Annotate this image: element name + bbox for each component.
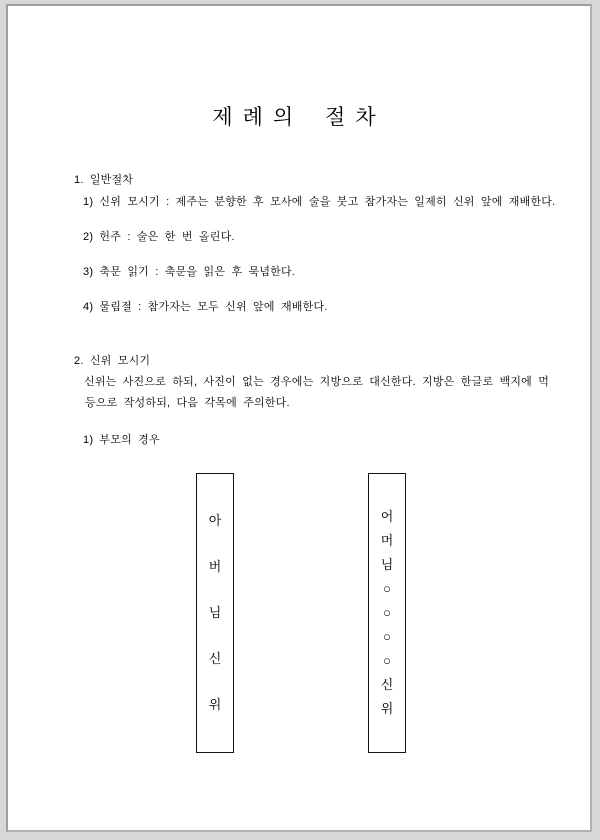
tablet-char: 님 — [380, 557, 394, 572]
page-title: 제례의 절차 — [212, 106, 386, 129]
document-page — [6, 4, 592, 832]
section-2-item-1: 1) 부모의 경우 — [83, 434, 160, 446]
section-2-body-line-2: 등으로 작성하되, 다음 각목에 주의한다. — [85, 397, 290, 409]
tablet-char: 신 — [380, 677, 394, 692]
name-placeholder-circle: ○ — [383, 629, 391, 644]
tablet-char: 버 — [208, 559, 222, 574]
section-1-item-4: 4) 물림절 : 참가자는 모두 신위 앞에 재배한다. — [83, 301, 328, 313]
tablet-char: 위 — [380, 701, 394, 716]
section-2-body-line-1: 신위는 사진으로 하되, 사진이 없는 경우에는 지방으로 대신한다. 지방은 한글로 백지에 먹 — [84, 376, 550, 388]
name-placeholder-circle: ○ — [383, 605, 391, 620]
tablet-char: 신 — [208, 651, 222, 666]
tablet-char: 아 — [208, 513, 222, 528]
tablet-char: 위 — [208, 697, 222, 712]
section-2-heading: 2. 신위 모시기 — [74, 355, 151, 367]
father-tablet-box — [196, 473, 234, 753]
name-placeholder-circle: ○ — [383, 581, 391, 596]
mother-tablet-box — [368, 473, 406, 753]
section-1-item-3: 3) 축문 읽기 : 축문을 읽은 후 묵념한다. — [83, 266, 296, 278]
section-1-heading: 1. 일반절차 — [74, 174, 134, 186]
section-1-item-2: 2) 헌주 : 술은 한 번 올린다. — [83, 231, 235, 243]
tablet-char: 어 — [380, 509, 394, 524]
tablet-char: 님 — [208, 605, 222, 620]
section-1-item-1: 1) 신위 모시기 : 제주는 분향한 후 모사에 술을 붓고 참가자는 일제히 신위 앞에 재배한다. — [83, 196, 556, 208]
name-placeholder-circle: ○ — [383, 653, 391, 668]
tablet-char: 머 — [380, 533, 394, 548]
